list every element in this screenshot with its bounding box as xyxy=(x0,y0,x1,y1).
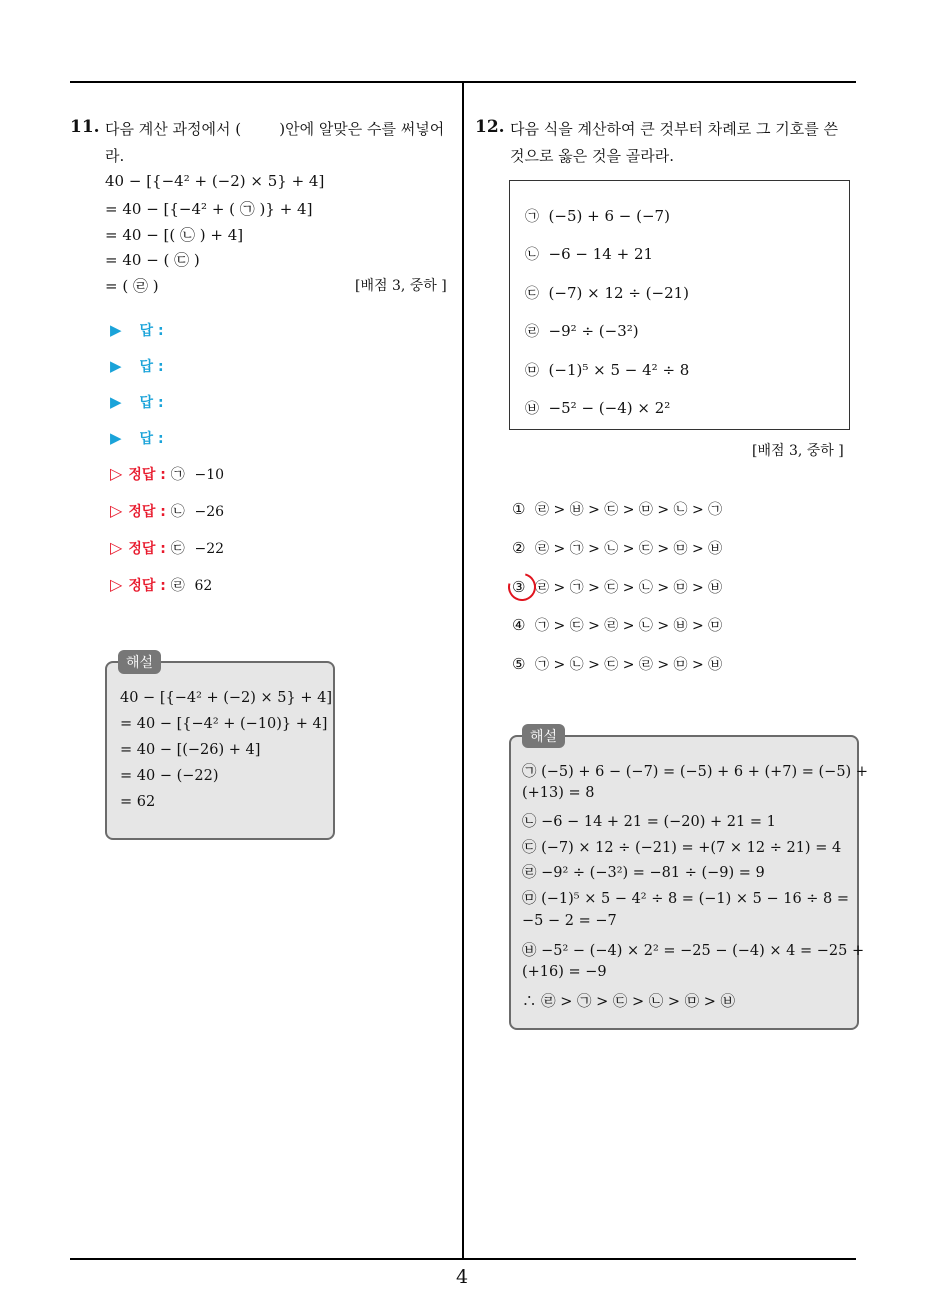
q11-step-4: = 40 − ( ㉢ ) xyxy=(105,251,200,269)
q11-solution-3: ▷ 정답 : ㉢ −22 xyxy=(110,538,225,557)
q11-prompt-line1: 다음 계산 과정에서 ( )안에 알맞은 수를 써넣어 xyxy=(105,120,445,138)
q11-prompt-line2: 라. xyxy=(105,147,125,165)
q12-item-4: ㉣ −9² ÷ (−3²) xyxy=(525,322,639,340)
q12-explanation-line-6: ㉤ (−1)⁵ × 5 − 4² ÷ 8 = (−1) × 5 − 16 ÷ 8 = xyxy=(522,891,850,907)
q11-explanation-line-3: = 40 − [(−26) + 4] xyxy=(120,742,261,758)
hollow-triangle-right-icon: ▷ xyxy=(110,575,123,594)
q12-explanation-line-9: (+16) = −9 xyxy=(522,964,607,980)
hollow-triangle-right-icon: ▷ xyxy=(110,501,123,520)
q11-explanation-line-2: = 40 − [{−4² + (−10)} + 4] xyxy=(120,716,328,732)
page-number: 4 xyxy=(456,1266,469,1288)
q12-explanation-line-2: (+13) = 8 xyxy=(522,785,595,801)
q12-choice-2[interactable]: ② ㉣ > ㉠ > ㉡ > ㉢ > ㉤ > ㉥ xyxy=(512,539,723,557)
q12-number: 12. xyxy=(475,117,505,137)
hollow-triangle-right-icon: ▷ xyxy=(110,464,123,483)
q11-explanation-line-4: = 40 − (−22) xyxy=(120,768,219,784)
q11-answer-line-2[interactable]: ▶ 답 : xyxy=(110,357,164,375)
q12-choice-4[interactable]: ④ ㉠ > ㉢ > ㉣ > ㉡ > ㉥ > ㉤ xyxy=(512,616,723,634)
q11-explanation-line-1: 40 − [{−4² + (−2) × 5} + 4] xyxy=(120,690,333,706)
q11-solution-4: ▷ 정답 : ㉣ 62 xyxy=(110,575,213,594)
hollow-triangle-right-icon: ▷ xyxy=(110,538,123,557)
q12-explanation-line-1: ㉠ (−5) + 6 − (−7) = (−5) + 6 + (+7) = (−5) + xyxy=(522,764,868,780)
q11-answer-line-1[interactable]: ▶ 답 : xyxy=(110,321,164,339)
q12-prompt-line1: 다음 식을 계산하여 큰 것부터 차례로 그 기호를 쓴 xyxy=(510,120,838,138)
q12-item-5: ㉤ (−1)⁵ × 5 − 4² ÷ 8 xyxy=(525,361,690,379)
q12-meta: [배점 3, 중하 ] xyxy=(752,443,844,459)
q12-explanation-tag: 해설 xyxy=(522,724,565,748)
q11-answer-line-3[interactable]: ▶ 답 : xyxy=(110,393,164,411)
q11-answer-line-4[interactable]: ▶ 답 : xyxy=(110,429,164,447)
q12-item-1: ㉠ (−5) + 6 − (−7) xyxy=(525,207,670,225)
q11-explanation-line-5: = 62 xyxy=(120,794,156,810)
q11-step-5: = ( ㉣ ) xyxy=(105,277,159,295)
triangle-right-icon: ▶ xyxy=(110,393,122,411)
q12-explanation-line-4: ㉢ (−7) × 12 ÷ (−21) = +(7 × 12 ÷ 21) = 4 xyxy=(522,840,842,856)
bottom-rule xyxy=(70,1258,856,1260)
q11-solution-1: ▷ 정답 : ㉠ −10 xyxy=(110,464,225,483)
q12-item-2: ㉡ −6 − 14 + 21 xyxy=(525,245,654,263)
q12-choice-5[interactable]: ⑤ ㉠ > ㉡ > ㉢ > ㉣ > ㉤ > ㉥ xyxy=(512,655,723,673)
column-divider xyxy=(462,81,464,1259)
q11-step-3: = 40 − [( ㉡ ) + 4] xyxy=(105,226,244,244)
q12-prompt-line2: 것으로 옳은 것을 골라라. xyxy=(510,147,674,165)
q12-explanation-line-3: ㉡ −6 − 14 + 21 = (−20) + 21 = 1 xyxy=(522,814,776,830)
q12-choice-1[interactable]: ① ㉣ > ㉥ > ㉢ > ㉤ > ㉡ > ㉠ xyxy=(512,500,723,518)
q11-step-1: 40 − [{−4² + (−2) × 5} + 4] xyxy=(105,172,325,190)
triangle-right-icon: ▶ xyxy=(110,357,122,375)
q12-item-3: ㉢ (−7) × 12 ÷ (−21) xyxy=(525,284,690,302)
q11-solution-2: ▷ 정답 : ㉡ −26 xyxy=(110,501,225,520)
q12-explanation-line-5: ㉣ −9² ÷ (−3²) = −81 ÷ (−9) = 9 xyxy=(522,865,765,881)
q11-meta: [배점 3, 중하 ] xyxy=(355,278,447,294)
selected-answer-circle xyxy=(503,568,541,606)
q11-explanation-tag: 해설 xyxy=(118,650,161,674)
q11-step-2: = 40 − [{−4² + ( ㉠ )} + 4] xyxy=(105,200,313,218)
triangle-right-icon: ▶ xyxy=(110,429,122,447)
q12-choice-3[interactable]: ③ ㉣ > ㉠ > ㉢ > ㉡ > ㉤ > ㉥ xyxy=(512,578,723,596)
q12-explanation-line-10: ∴ ㉣ > ㉠ > ㉢ > ㉡ > ㉤ > ㉥ xyxy=(522,994,735,1010)
q12-item-6: ㉥ −5² − (−4) × 2² xyxy=(525,399,671,417)
q12-explanation-line-7: −5 − 2 = −7 xyxy=(522,913,617,929)
q12-explanation-line-8: ㉥ −5² − (−4) × 2² = −25 − (−4) × 4 = −25 + xyxy=(522,943,865,959)
triangle-right-icon: ▶ xyxy=(110,321,122,339)
q11-number: 11. xyxy=(70,117,100,137)
